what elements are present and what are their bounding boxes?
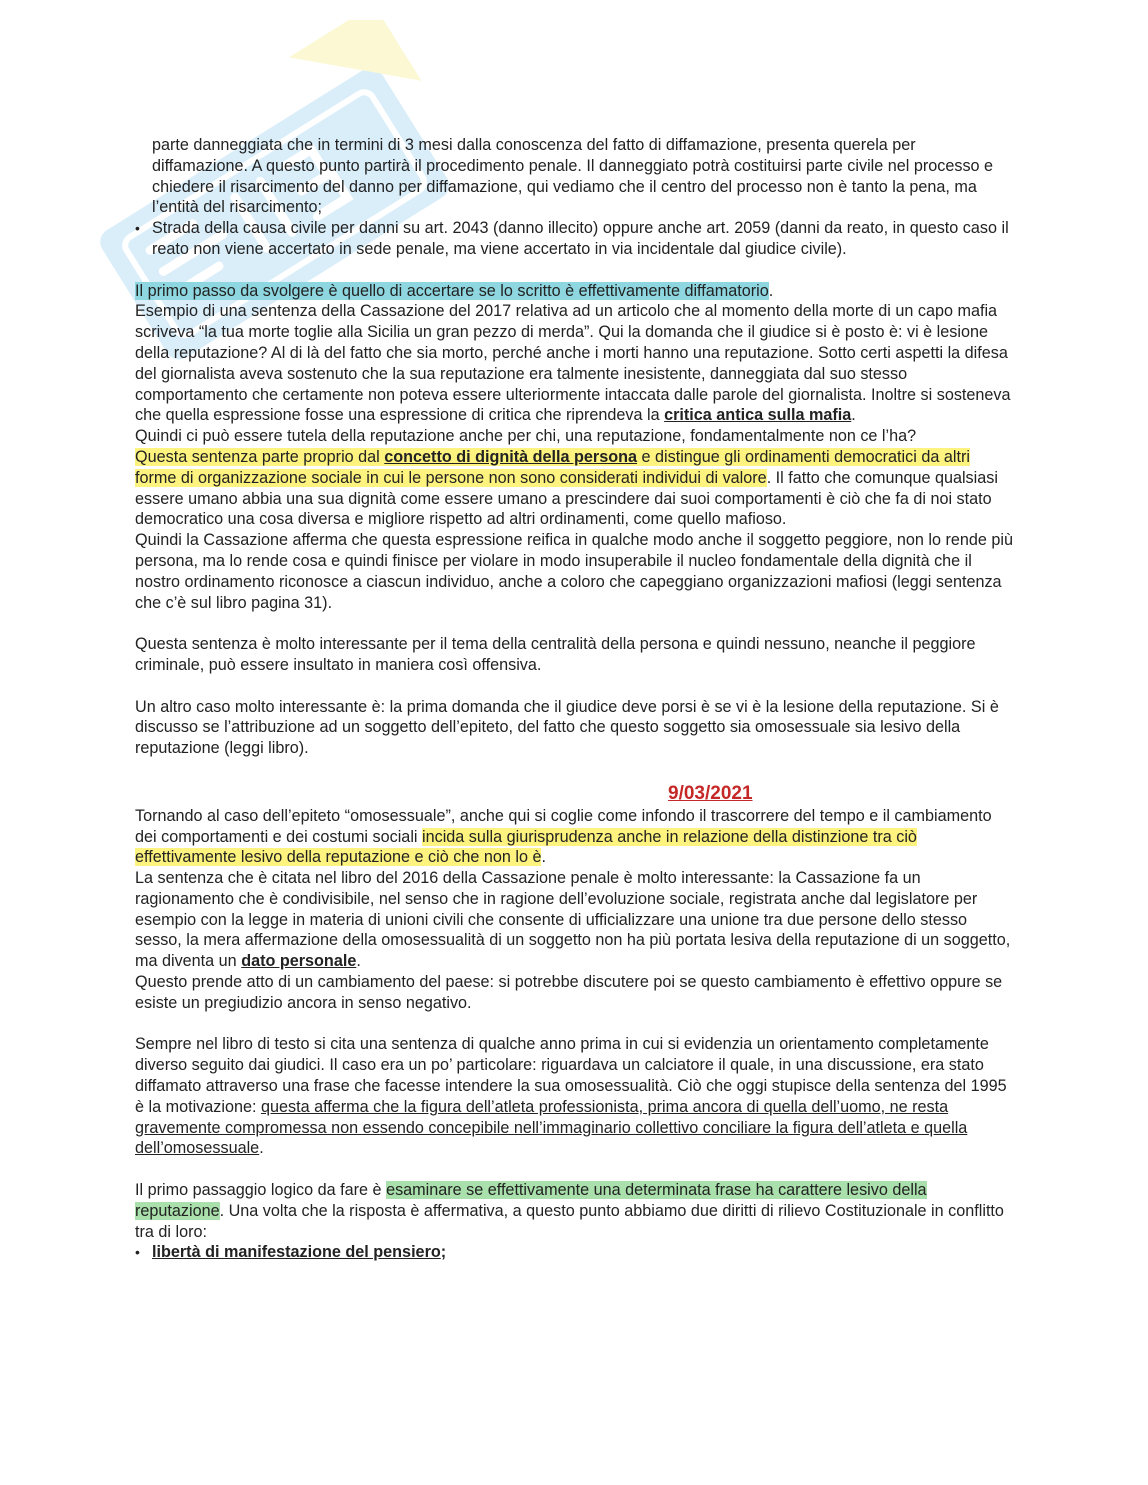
lecture-date: 9/03/2021	[668, 782, 753, 804]
sentenza-2016-paragraph: La sentenza che è citata nel libro del 2016 della Cassazione penale è molto interessante: la Cassazione fa un ragionamento che è condivisibile, nel senso che in ragione dell’evoluzione sociale, registrata anche dal legislatore per esempio con la legge in materia di unioni civili che consente di ufficializzare una unione tra due persone dello stesso sesso, la mera affermazione della omosessualità di un soggetto non ha più portata lesiva della reputazione di un soggetto, ma diventa un dato personale.	[135, 869, 1011, 971]
highlight-primo-passaggio: esaminare se effettivamente una determinata frase ha carattere lesivo della reputazione	[135, 1181, 927, 1220]
cassazione-2017-example: Esempio di una sentenza della Cassazione del 2017 relativa ad un articolo che al momento della morte di un capo mafia scriveva “la tua morte toglie alla Sicilia un gran pezzo di merda”. Qui la domanda che il giudice si è posto è: vi è lesione della reputazione? Al di là del fatto che sia morto, perché anche i morti hanno una reputazione. Sotto certi aspetti la difesa del giornalista aveva sostenuto che la sua reputazione era talmente inesistente, danneggiata dal suo stesso comportamento che certamente non poteva essere ulteriormente intaccata dalle parole del giornalista. Inoltre si sosteneva che quella espressione fosse una espressione di critica che riprendeva la critica antica sulla mafia.	[135, 302, 1011, 425]
interesting-paragraph: Questa sentenza è molto interessante per il tema della centralità della persona e quindi nessuno, neanche il peggiore criminale, può essere insultato in maniera così offensiva.	[135, 635, 976, 674]
first-step-paragraph: Il primo passo da svolgere è quello di accertare se lo scritto è effettivamente diffamatorio.	[135, 281, 774, 300]
highlight-first-step: Il primo passo da svolgere è quello di accertare se lo scritto è effettivamente diffamatorio	[135, 281, 769, 300]
tornando-paragraph: Tornando al caso dell’epiteto “omosessuale”, anche qui si coglie come infondo il trascorrere del tempo e il cambiamento dei comportamenti e dei costumi sociali incida sulla giurisprudenza anche in relazione della distinzione tra ciò effettivamente lesivo della reputazione e ciò che non lo è.	[135, 806, 992, 867]
motivation-underlined: questa afferma che la figura dell’atleta professionista, prima ancora di quella dell’uomo, ne resta gravemente compromessa non essendo concepibile nell’immaginario collettivo conciliare la figura dell’atleta e quella dell’omosessuale	[135, 1097, 968, 1158]
bullet-civil-case: • Strada della causa civile per danni su art. 2043 (danno illecito) oppure anche art. 2059 (danni da reato, in questo caso il reato non viene accertato in sede penale, ma viene accertato in via incidentale dal giudice civile).	[135, 218, 1015, 260]
bullet-liberta: • libertà di manifestazione del pensiero;	[135, 1242, 1015, 1263]
reputation-question: Quindi ci può essere tutela della reputazione anche per chi, una reputazione, fondamentalmente non ce l’ha?	[135, 427, 917, 446]
sentenza-1995-paragraph: Sempre nel libro di testo si cita una sentenza di qualche anno prima in cui si evidenzia un orientamento completamente diverso seguito dai giudici. Il caso era un po’ particolare: riguardava un calciatore il quale, in una discussione, era stato diffamato attraverso una frase che facesse intendere la sua omosessualità. Ciò che oggi stupisce della sentenza del 1995 è la motivazione: questa afferma che la figura dell’atleta professionista, prima ancora di quella dell’uomo, ne resta gravemente compromessa non essendo concepibile nell’immaginario collettivo conciliare la figura dell’atleta e quella dell’omosessuale.	[135, 1035, 1007, 1158]
primo-passaggio-paragraph: Il primo passaggio logico da fare è esaminare se effettivamente una determinata frase ha carattere lesivo della reputazione. Una volta che la risposta è affermativa, a questo punto abbiamo due diritti di rilievo Costituzionale in conflitto tra di loro:	[135, 1181, 1004, 1241]
dato-personale-bold: dato personale	[241, 952, 357, 971]
dignity-paragraph: Questa sentenza parte proprio dal concetto di dignità della persona e distingue gli ordinamenti democratici da altri forme di organizzazione sociale in cui le persone non sono considerati individui di valore. Il fatto che comunque qualsiasi essere umano abbia una sua dignità come essere umano a prescindere dai suoi comportamenti è ciò che fa di noi stato democratico una cosa diversa e migliore rispetto ad altri ordinamenti, come quello mafioso.	[135, 447, 998, 529]
intro-continuation: parte danneggiata che in termini di 3 mesi dalla conoscenza del fatto di diffamazione, presenta querela per diffamazione. A questo punto partirà il procedimento penale. Il danneggiato potrà costituirsi parte civile nel processo e chiedere il risarcimento del danno per diffamazione, qui vediamo che il centro del processo non è tanto la pena, ma l’entità del risarcimento;	[152, 136, 994, 217]
document-body	[135, 135, 1015, 1263]
cassazione-affirms: Quindi la Cassazione afferma che questa espressione reifica in qualche modo anche il soggetto peggiore, non lo rende più persona, ma lo rende cosa e quindi finisce per violare in modo insuperabile il nucleo fondamentale della dignità che il nostro ordinamento riconosce a ciascun individuo, anche a coloro che capeggiano organizzazioni mafiosi (leggi sentenza che c’è sul libro pagina 31).	[135, 531, 1013, 612]
another-case-paragraph: Un altro caso molto interessante è: la prima domanda che il giudice deve porsi è se vi è la lesione della reputazione. Si è discusso se l’attribuzione ad un soggetto dell’epiteto, del fatto che questo soggetto sia omosessuale sia lesivo della reputazione (leggi libro).	[135, 697, 999, 758]
cambiamento-paragraph: Questo prende atto di un cambiamento del paese: si potrebbe discutere poi se questo cambiamento è effettivo oppure se esiste un pregiudizio ancora in senso negativo.	[135, 973, 1003, 1012]
highlight-jurisprudence: incida sulla giurisprudenza anche in relazione della distinzione tra ciò effettivamente lesivo della reputazione e ciò che non lo è	[135, 827, 917, 867]
critica-antica-bold: critica antica sulla mafia	[664, 406, 852, 425]
dignity-concept-bold: concetto di dignità della persona	[384, 447, 638, 466]
